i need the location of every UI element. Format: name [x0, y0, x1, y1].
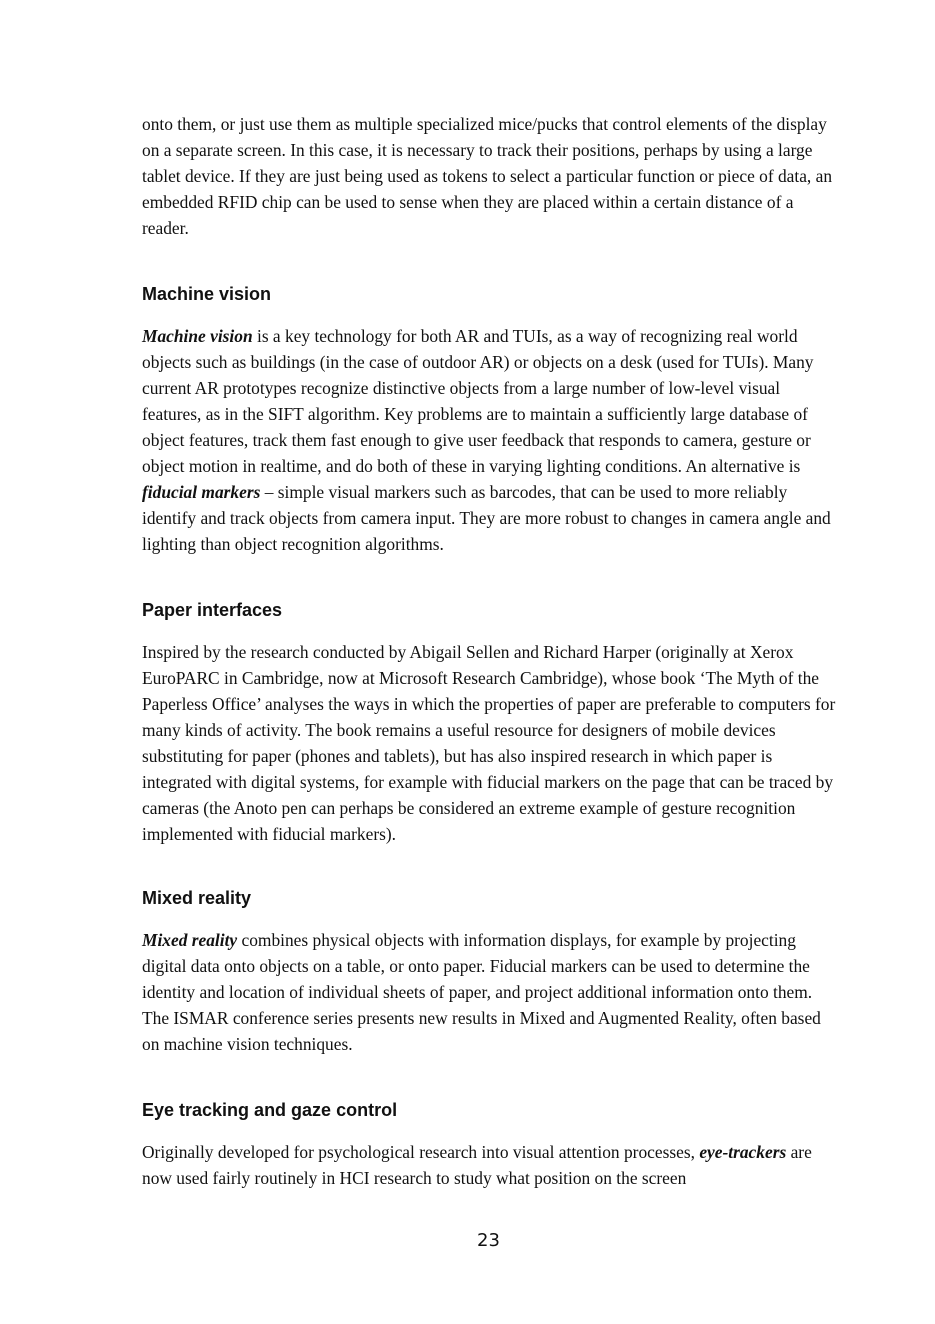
- page-content: [142, 111, 842, 1191]
- paragraph-paper-interfaces: Inspired by the research conducted by Abigail Sellen and Richard Harper (originally at Xerox EuroPARC in Cambridge, now at Microsoft Research Cambridge), whose book ‘The Myth of the Paperless Office’ analyses the ways in which the properties of paper are preferable to computers for many kinds of activity. The book remains a useful resource for designers of mobile devices substituting for paper (phones and tablets), but has also inspired research in which paper is integrated with digital systems, for example with fiducial markers on the page that can be traced by cameras (the Anoto pen can perhaps be considered an extreme example of gesture recognition implemented with fiducial markers).: [142, 642, 836, 844]
- paragraph-eye-tracking: [142, 1139, 842, 1191]
- paragraph-eye-tracking-part-1: Originally developed for psychological research into visual attention processes,: [142, 1142, 700, 1162]
- paragraph-eye-tracking-part-2: are now used fairly routinely in HCI research to study what position on the screen: [142, 1142, 812, 1188]
- paragraph-mixed-reality-text: combines physical objects with information displays, for example by projecting digital data onto objects on a table, or onto paper. Fiducial markers can be used to determine the identity and location of individual sheets of paper, and project additional information onto them. The ISMAR conference series presents new results in Mixed and Augmented Reality, often based on machine vision techniques.: [142, 930, 821, 1054]
- page-number: 23: [477, 1230, 500, 1251]
- paragraph-machine-vision-part-2: – simple visual markers such as barcodes, that can be used to more reliably identify and track objects from camera input. They are more robust to changes in camera angle and lighting than object recognition algorithms.: [142, 482, 831, 554]
- term-eye-trackers: eye-trackers: [699, 1142, 787, 1162]
- section-heading-paper-interfaces: Paper interfaces: [142, 600, 283, 620]
- section-heading-machine-vision: Machine vision: [142, 284, 272, 304]
- section-heading-eye-tracking: Eye tracking and gaze control: [142, 1100, 398, 1120]
- section-heading-mixed-reality: Mixed reality: [142, 888, 252, 908]
- term-fiducial-markers: fiducial markers: [142, 482, 261, 502]
- paragraph-machine-vision: [142, 323, 842, 557]
- paragraph-mixed-reality: [142, 927, 842, 1057]
- term-mixed-reality: Mixed reality: [142, 930, 238, 950]
- intro-paragraph: onto them, or just use them as multiple specialized mice/pucks that control elements of the display on a separate screen. In this case, it is necessary to track their positions, perhaps by using a large tablet device. If they are just being used as tokens to select a particular function or piece of data, an embedded RFID chip can be used to sense when they are placed within a certain distance of a reader.: [142, 114, 833, 238]
- paragraph-machine-vision-part-1: is a key technology for both AR and TUIs, as a way of recognizing real world objects such as buildings (in the case of outdoor AR) or objects on a desk (used for TUIs). Many current AR prototypes recognize distinctive objects from a large number of low-level visual features, as in the SIFT algorithm. Key problems are to maintain a sufficiently large database of object features, track them fast enough to give user feedback that responds to camera, gesture or object motion in realtime, and do both of these in varying lighting conditions. An alternative is: [142, 326, 814, 476]
- term-machine-vision: Machine vision: [142, 326, 253, 346]
